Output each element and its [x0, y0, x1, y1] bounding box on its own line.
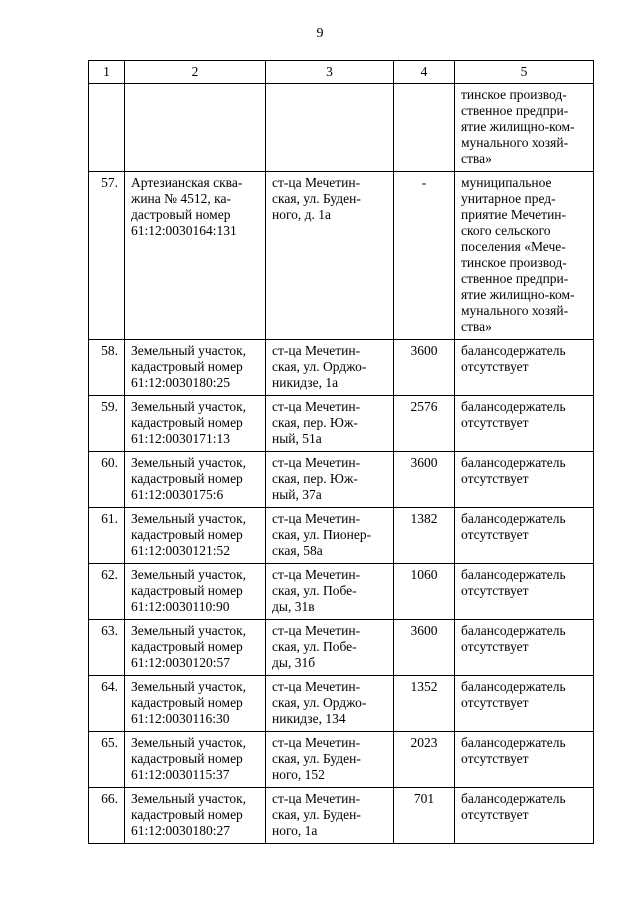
row-number: 60.: [89, 452, 125, 508]
object-name: Земельный участок, кадастровый номер 61:12:0030121:52: [125, 508, 266, 564]
object-address: ст-ца Мечетин- ская, ул. Буден- ного, д. 1а: [266, 172, 394, 340]
row-number: 57.: [89, 172, 125, 340]
column-header-1: 1: [89, 61, 125, 84]
object-name: Земельный участок, кадастровый номер 61:12:0030180:25: [125, 340, 266, 396]
row-number: 58.: [89, 340, 125, 396]
balance-holder: тинское производ- ственное предпри- ятие жилищно-ком- мунального хозяй- ства»: [455, 84, 594, 172]
column-header-5: 5: [455, 61, 594, 84]
row-number: 65.: [89, 732, 125, 788]
object-area: -: [394, 172, 455, 340]
object-name: Земельный участок, кадастровый номер 61:12:0030180:27: [125, 788, 266, 844]
object-address: ст-ца Мечетин- ская, ул. Орджо- никидзе, 1а: [266, 340, 394, 396]
object-name: [125, 84, 266, 172]
object-area: 2023: [394, 732, 455, 788]
object-address: ст-ца Мечетин- ская, ул. Побе- ды, 31б: [266, 620, 394, 676]
object-name: Артезианская сква- жина № 4512, ка- дастровый номер 61:12:0030164:131: [125, 172, 266, 340]
object-address: ст-ца Мечетин- ская, пер. Юж- ный, 51а: [266, 396, 394, 452]
table-row: [89, 172, 594, 340]
row-number: 59.: [89, 396, 125, 452]
object-area: 2576: [394, 396, 455, 452]
column-header-3: 3: [266, 61, 394, 84]
balance-holder: балансодержатель отсутствует: [455, 340, 594, 396]
object-area: 1352: [394, 676, 455, 732]
row-number: 62.: [89, 564, 125, 620]
object-name: Земельный участок, кадастровый номер 61:12:0030175:6: [125, 452, 266, 508]
column-header-2: 2: [125, 61, 266, 84]
object-address: ст-ца Мечетин- ская, ул. Буден- ного, 1а: [266, 788, 394, 844]
row-number: 64.: [89, 676, 125, 732]
object-name: Земельный участок, кадастровый номер 61:12:0030120:57: [125, 620, 266, 676]
object-area: 3600: [394, 452, 455, 508]
table-row: [89, 340, 594, 396]
balance-holder: балансодержатель отсутствует: [455, 508, 594, 564]
page-number: 9: [316, 26, 324, 41]
object-area: 1060: [394, 564, 455, 620]
table-row: [89, 788, 594, 844]
object-address: ст-ца Мечетин- ская, ул. Побе- ды, 31в: [266, 564, 394, 620]
property-registry-table: [88, 60, 594, 844]
balance-holder: балансодержатель отсутствует: [455, 732, 594, 788]
row-number: 63.: [89, 620, 125, 676]
table-row: [89, 396, 594, 452]
object-name: Земельный участок, кадастровый номер 61:12:0030171:13: [125, 396, 266, 452]
table-header-row: [89, 61, 594, 84]
balance-holder: балансодержатель отсутствует: [455, 452, 594, 508]
balance-holder: балансодержатель отсутствует: [455, 676, 594, 732]
object-address: ст-ца Мечетин- ская, ул. Орджо- никидзе, 134: [266, 676, 394, 732]
table-row: [89, 676, 594, 732]
balance-holder: балансодержатель отсутствует: [455, 620, 594, 676]
balance-holder: балансодержатель отсутствует: [455, 564, 594, 620]
object-address: ст-ца Мечетин- ская, ул. Пионер- ская, 58а: [266, 508, 394, 564]
object-area: 3600: [394, 340, 455, 396]
balance-holder: муниципальное унитарное пред- приятие Мечетин- ского сельского поселения «Мече- тинское производ- ственное предпри- ятие жилищно-ком- мунального хозяй- ства»: [455, 172, 594, 340]
object-address: ст-ца Мечетин- ская, ул. Буден- ного, 152: [266, 732, 394, 788]
object-address: ст-ца Мечетин- ская, пер. Юж- ный, 37а: [266, 452, 394, 508]
row-number: 61.: [89, 508, 125, 564]
object-name: Земельный участок, кадастровый номер 61:12:0030110:90: [125, 564, 266, 620]
row-number: [89, 84, 125, 172]
column-header-4: 4: [394, 61, 455, 84]
row-number: 66.: [89, 788, 125, 844]
table-row: [89, 620, 594, 676]
table-row: [89, 508, 594, 564]
table-row-continuation: [89, 84, 594, 172]
object-area: 701: [394, 788, 455, 844]
object-area: 3600: [394, 620, 455, 676]
balance-holder: балансодержатель отсутствует: [455, 788, 594, 844]
table-row: [89, 452, 594, 508]
object-name: Земельный участок, кадастровый номер 61:12:0030115:37: [125, 732, 266, 788]
object-name: Земельный участок, кадастровый номер 61:12:0030116:30: [125, 676, 266, 732]
table-row: [89, 564, 594, 620]
object-area: [394, 84, 455, 172]
object-area: 1382: [394, 508, 455, 564]
object-address: [266, 84, 394, 172]
balance-holder: балансодержатель отсутствует: [455, 396, 594, 452]
table-row: [89, 732, 594, 788]
